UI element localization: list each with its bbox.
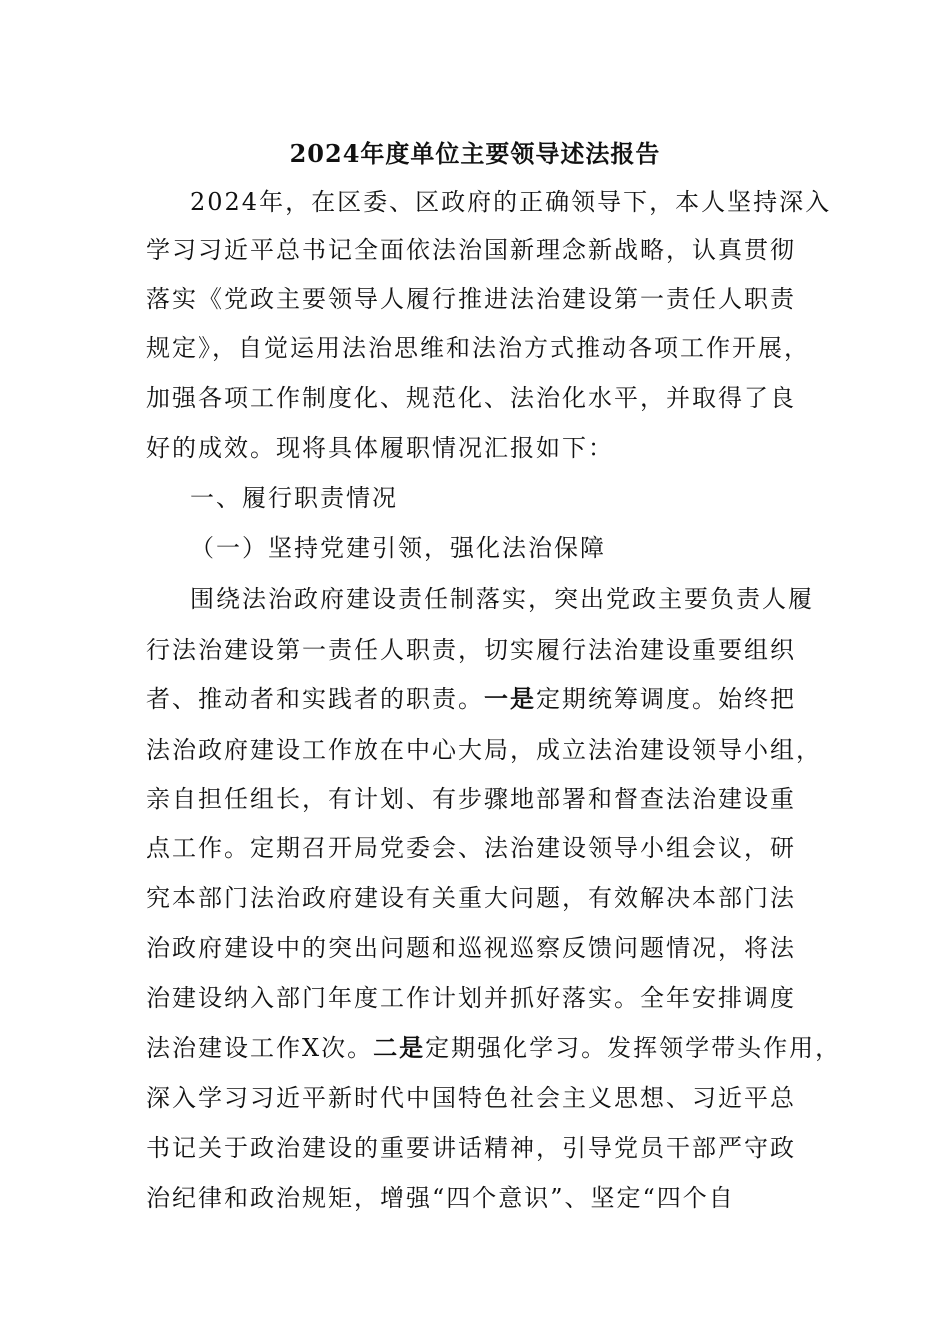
intro-line-3: 落实《党政主要领导人履行推进法治建设第一责任人职责 <box>146 285 796 313</box>
body-line-2: 行法治建设第一责任人职责，切实履行法治建设重要组织 <box>146 636 796 664</box>
body-line-10-text-a: 法治建设工作X次。 <box>146 1034 374 1062</box>
body-line-9: 治建设纳入部门年度工作计划并抓好落实。全年安排调度 <box>146 984 796 1012</box>
body-line-11: 深入学习习近平新时代中国特色社会主义思想、习近平总 <box>146 1084 796 1112</box>
intro-line-2: 学习习近平总书记全面依法治国新理念新战略，认真贯彻 <box>146 236 796 264</box>
section-heading-1: 一、履行职责情况 <box>190 484 398 512</box>
body-line-10-text-b: 定期强化学习。发挥领学带头作用， <box>425 1034 842 1062</box>
marker-second: 二是 <box>373 1033 426 1062</box>
body-line-3-text-a: 者、推动者和实践者的职责。 <box>146 685 484 713</box>
marker-first: 一是 <box>484 684 536 713</box>
body-line-3-text-b: 定期统筹调度。始终把 <box>536 685 796 713</box>
body-line-3 <box>146 681 826 717</box>
document-title: 2024年度单位主要领导述法报告 <box>289 139 661 168</box>
intro-line-5: 加强各项工作制度化、规范化、法治化水平，并取得了良 <box>146 384 796 412</box>
body-line-10 <box>146 1030 842 1066</box>
body-line-5: 亲自担任组长，有计划、有步骤地部署和督查法治建设重 <box>146 785 796 813</box>
body-line-12: 书记关于政治建设的重要讲话精神，引导党员干部严守政 <box>146 1134 796 1162</box>
intro-line-6: 好的成效。现将具体履职情况汇报如下： <box>146 434 614 462</box>
intro-line-4: 规定》，自觉运用法治思维和法治方式推动各项工作开展， <box>146 334 810 362</box>
intro-line-1: 2024年，在区委、区政府的正确领导下，本人坚持深入 <box>190 188 832 216</box>
body-line-8: 治政府建设中的突出问题和巡视巡察反馈问题情况，将法 <box>146 934 796 962</box>
body-line-13: 治纪律和政治规矩，增强“四个意识”、坚定“四个自 <box>146 1184 735 1212</box>
body-line-6: 点工作。定期召开局党委会、法治建设领导小组会议，研 <box>146 834 796 862</box>
body-line-1: 围绕法治政府建设责任制落实，突出党政主要负责人履 <box>190 585 814 613</box>
body-line-7: 究本部门法治政府建设有关重大问题，有效解决本部门法 <box>146 884 796 912</box>
subsection-heading-1: （一）坚持党建引领，强化法治保障 <box>190 534 606 562</box>
body-line-4: 法治政府建设工作放在中心大局，成立法治建设领导小组， <box>146 736 822 764</box>
